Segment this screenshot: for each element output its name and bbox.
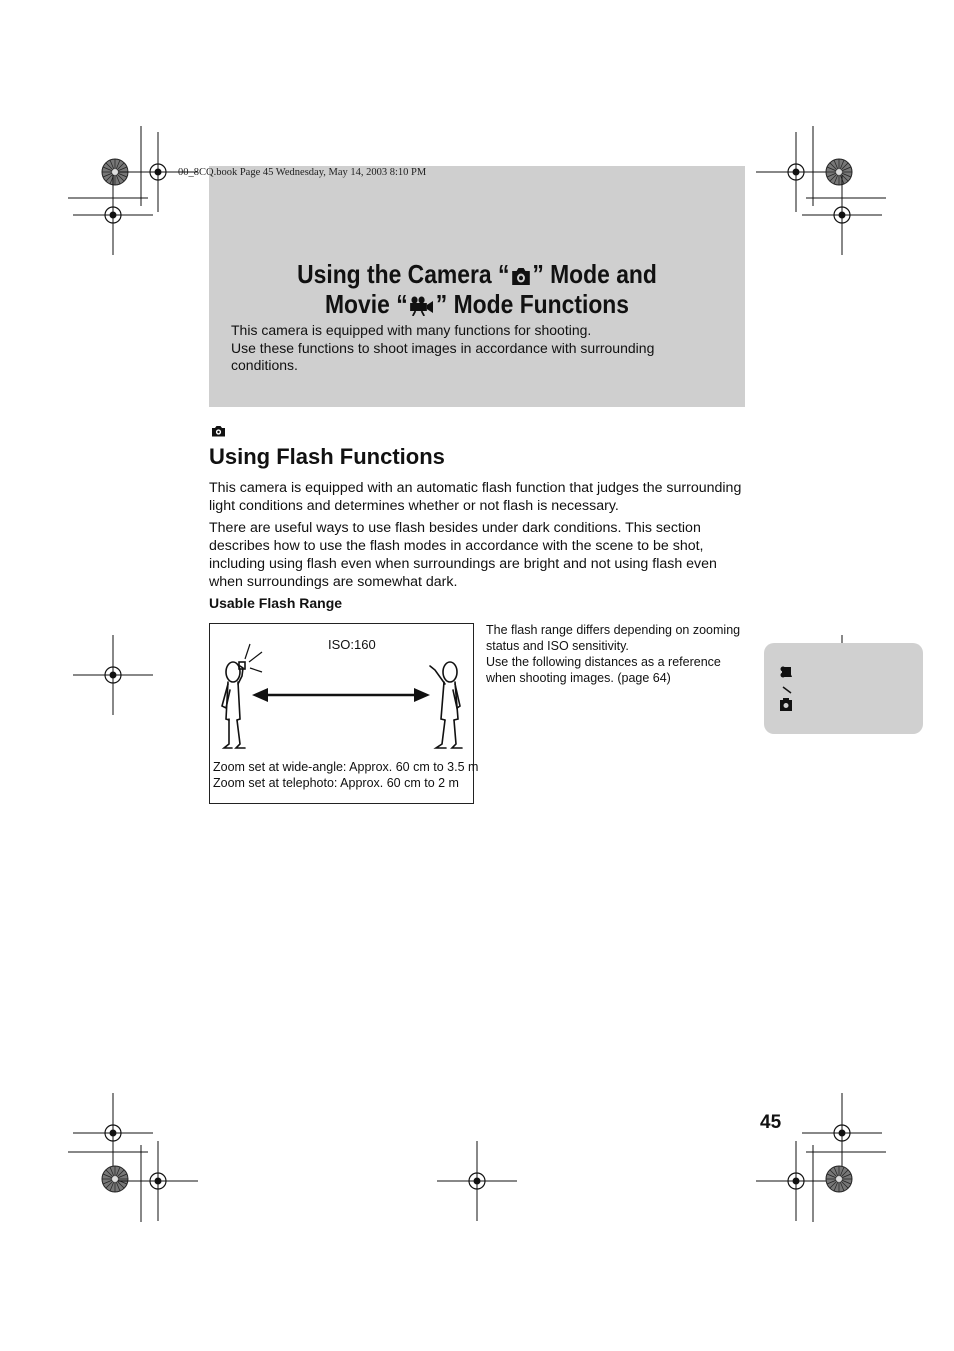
section-title: Using Flash Functions [209,444,445,469]
movie-icon [409,292,435,323]
flash-range-illustration [210,624,473,764]
crosshair-mark [118,1141,198,1221]
iso-label: ISO:160 [328,637,376,652]
starburst-mark [826,1166,852,1192]
photographer-figure [222,662,245,748]
page-title-line-2: Movie “ ” Mode Functions [241,289,713,323]
chapter-tab [764,643,923,734]
page-title-line-1: Using the Camera “ ” Mode and [241,259,713,293]
starburst-mark [102,1166,128,1192]
crosshair-mark [437,1141,517,1221]
title-panel [209,166,745,407]
camera-icon [780,698,792,711]
flash-range-figure [209,623,479,804]
tab-icons [778,663,796,715]
crosshair-mark [802,175,882,255]
page-number: 45 [760,1112,782,1133]
starburst-mark [826,159,852,185]
book-header: 00_8CQ.book Page 45 Wednesday, May 14, 2003 8:10 PM [178,167,427,178]
side-note: The flash range differs depending on zooming status and ISO sensitivity. Use the following distances as a reference when shooting images. (page 64) [486,623,741,685]
paragraph: There are useful ways to use flash besides under dark conditions. This section describes how to use the flash modes in accordance with the scene to be shot, including using flash even when surroundings are bright and not using flash even when surroundings are somewhat dark. [209,520,717,590]
camera-icon [211,424,226,442]
intro-text: This camera is equipped with many functions for shooting. Use these functions to shoot images in accordance with surrounding conditions. [231,322,655,373]
subject-figure [430,662,462,748]
crosshair-mark [756,132,836,212]
subheading: Usable Flash Range [209,595,343,611]
range-arrow [252,688,430,702]
crosshair-mark [802,1093,882,1173]
paragraph: This camera is equipped with an automatic flash function that judges the surrounding light conditions and determines whether or not flash is necessary. [209,480,742,514]
flash-burst [245,644,262,672]
caption-wide-angle: Zoom set at wide-angle: Approx. 60 cm to 3.5 m [213,760,479,774]
crosshair-mark [756,1141,836,1221]
movie-icon [781,667,793,678]
caption-telephoto: Zoom set at telephoto: Approx. 60 cm to 2 m [213,776,459,790]
crosshair-mark [73,635,153,715]
